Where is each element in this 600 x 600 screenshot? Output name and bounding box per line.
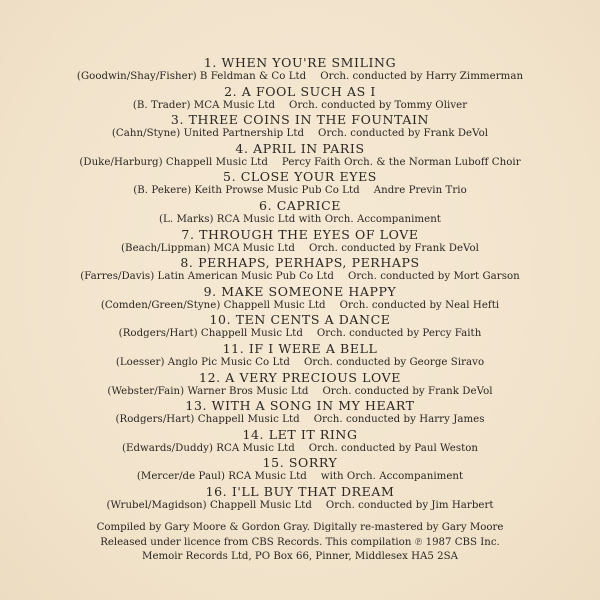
track-performer: Orch. conducted by Mort Garson xyxy=(347,271,520,283)
track-credit-line xyxy=(0,156,600,169)
track-2 xyxy=(0,85,600,114)
track-title: 12. A VERY PRECIOUS LOVE xyxy=(199,369,401,385)
track-performer: Orch. conducted by Neal Hefti xyxy=(339,299,500,311)
track-5 xyxy=(0,170,600,199)
track-performer: Orch. conducted by Percy Faith xyxy=(316,328,482,340)
track-credit-line xyxy=(0,356,600,369)
track-credit-line xyxy=(0,270,600,283)
track-title: 6. CAPRICE xyxy=(259,197,341,213)
track-title: 9. MAKE SOMEONE HAPPY xyxy=(203,283,397,299)
track-publisher: (Goodwin/Shay/Fisher) B Feldman & Co Ltd xyxy=(76,71,307,82)
track-performer: Orch. conducted by Jim Harbert xyxy=(325,499,494,511)
track-credit-line xyxy=(0,70,600,83)
track-credit-line xyxy=(0,242,600,255)
track-12 xyxy=(0,371,600,400)
track-publisher: (Cahn/Styne) United Partnership Ltd xyxy=(111,128,305,140)
licence-notice: Released under licence from CBS Records. This compilation ℗ 1987 CBS Inc. xyxy=(100,536,500,548)
track-title: 14. LET IT RING xyxy=(242,426,358,442)
track-publisher: (L. Marks) RCA Music Ltd with Orch. Accompaniment xyxy=(159,213,441,225)
track-publisher: (Webster/Fain) Warner Bros Music Ltd xyxy=(107,385,309,397)
track-title: 4. APRIL IN PARIS xyxy=(235,140,365,156)
track-publisher: (B. Pekere) Keith Prowse Music Pub Co Ltd xyxy=(133,185,360,197)
track-publisher: (Duke/Harburg) Chappell Music Ltd xyxy=(79,156,268,168)
track-title: 1. WHEN YOU'RE SMILING xyxy=(203,55,397,70)
track-6 xyxy=(0,199,600,228)
track-publisher: (Comden/Green/Styne) Chappell Music Ltd xyxy=(100,299,326,311)
track-title: 3. THREE COINS IN THE FOUNTAIN xyxy=(170,112,430,128)
track-credit-line xyxy=(0,442,600,455)
track-13 xyxy=(0,399,600,428)
track-14 xyxy=(0,428,600,457)
track-publisher: (Edwards/Duddy) RCA Music Ltd xyxy=(121,442,295,454)
track-1 xyxy=(0,56,600,85)
track-11 xyxy=(0,342,600,371)
track-publisher: (Beach/Lippman) MCA Music Ltd xyxy=(121,242,295,254)
track-publisher: (Rodgers/Hart) Chappell Music Ltd xyxy=(115,414,300,426)
track-9 xyxy=(0,285,600,314)
track-3 xyxy=(0,113,600,142)
track-title: 10. TEN CENTS A DANCE xyxy=(209,312,391,328)
track-performer: Orch. conducted by Harry Zimmerman xyxy=(320,71,524,82)
track-publisher: (Rodgers/Hart) Chappell Music Ltd xyxy=(118,328,303,340)
track-4 xyxy=(0,142,600,171)
track-publisher: (Loesser) Anglo Pic Music Co Ltd xyxy=(115,356,290,368)
track-publisher: (Farres/Davis) Latin American Music Pub Co Ltd xyxy=(80,271,334,283)
track-performer: Orch. conducted by Frank DeVol xyxy=(318,128,489,140)
track-publisher: (Wrubel/Magidson) Chappell Music Ltd xyxy=(106,499,312,511)
track-performer: Orch. conducted by Tommy Oliver xyxy=(289,99,468,111)
track-7 xyxy=(0,228,600,257)
track-title: 5. CLOSE YOUR EYES xyxy=(223,169,377,185)
track-credit-line xyxy=(0,213,600,226)
track-performer: Orch. conducted by George Siravo xyxy=(303,356,485,368)
track-performer: Orch. conducted by Frank DeVol xyxy=(308,242,479,254)
track-performer: Percy Faith Orch. & the Norman Luboff Choir xyxy=(281,156,521,168)
track-credit-line xyxy=(0,327,600,340)
track-credit-line xyxy=(0,299,600,312)
track-credit-line xyxy=(0,99,600,112)
compilation-credit: Compiled by Gary Moore & Gordon Gray. Digitally re-mastered by Gary Moore xyxy=(96,522,504,533)
track-performer: Orch. conducted by Harry James xyxy=(313,414,485,426)
track-performer: Andre Previn Trio xyxy=(373,185,467,197)
track-performer: Orch. conducted by Paul Weston xyxy=(308,442,479,454)
track-credit-line xyxy=(0,184,600,197)
track-performer: with Orch. Accompaniment xyxy=(320,471,464,483)
track-title: 16. I'LL BUY THAT DREAM xyxy=(205,483,395,499)
track-credit-line xyxy=(0,385,600,398)
track-title: 13. WITH A SONG IN MY HEART xyxy=(185,398,415,414)
track-8 xyxy=(0,256,600,285)
track-credit-line xyxy=(0,470,600,483)
track-performer: Orch. conducted by Frank DeVol xyxy=(322,385,493,397)
track-15 xyxy=(0,456,600,485)
track-list xyxy=(0,56,600,514)
track-16 xyxy=(0,485,600,514)
label-address: Memoir Records Ltd, PO Box 66, Pinner, Middlesex HA5 2SA xyxy=(142,551,458,562)
track-title: 11. IF I WERE A BELL xyxy=(222,340,378,356)
track-publisher: (Mercer/de Paul) RCA Music Ltd xyxy=(136,471,307,483)
track-credit-line xyxy=(0,413,600,426)
track-publisher: (B. Trader) MCA Music Ltd xyxy=(132,99,276,111)
track-10 xyxy=(0,313,600,342)
track-title: 7. THROUGH THE EYES OF LOVE xyxy=(181,226,419,242)
track-title: 15. SORRY xyxy=(262,455,338,471)
track-title: 2. A FOOL SUCH AS I xyxy=(224,83,376,99)
track-title: 8. PERHAPS, PERHAPS, PERHAPS xyxy=(180,255,420,271)
track-credit-line xyxy=(0,127,600,140)
credits-footer xyxy=(0,521,600,565)
track-credit-line xyxy=(0,499,600,512)
